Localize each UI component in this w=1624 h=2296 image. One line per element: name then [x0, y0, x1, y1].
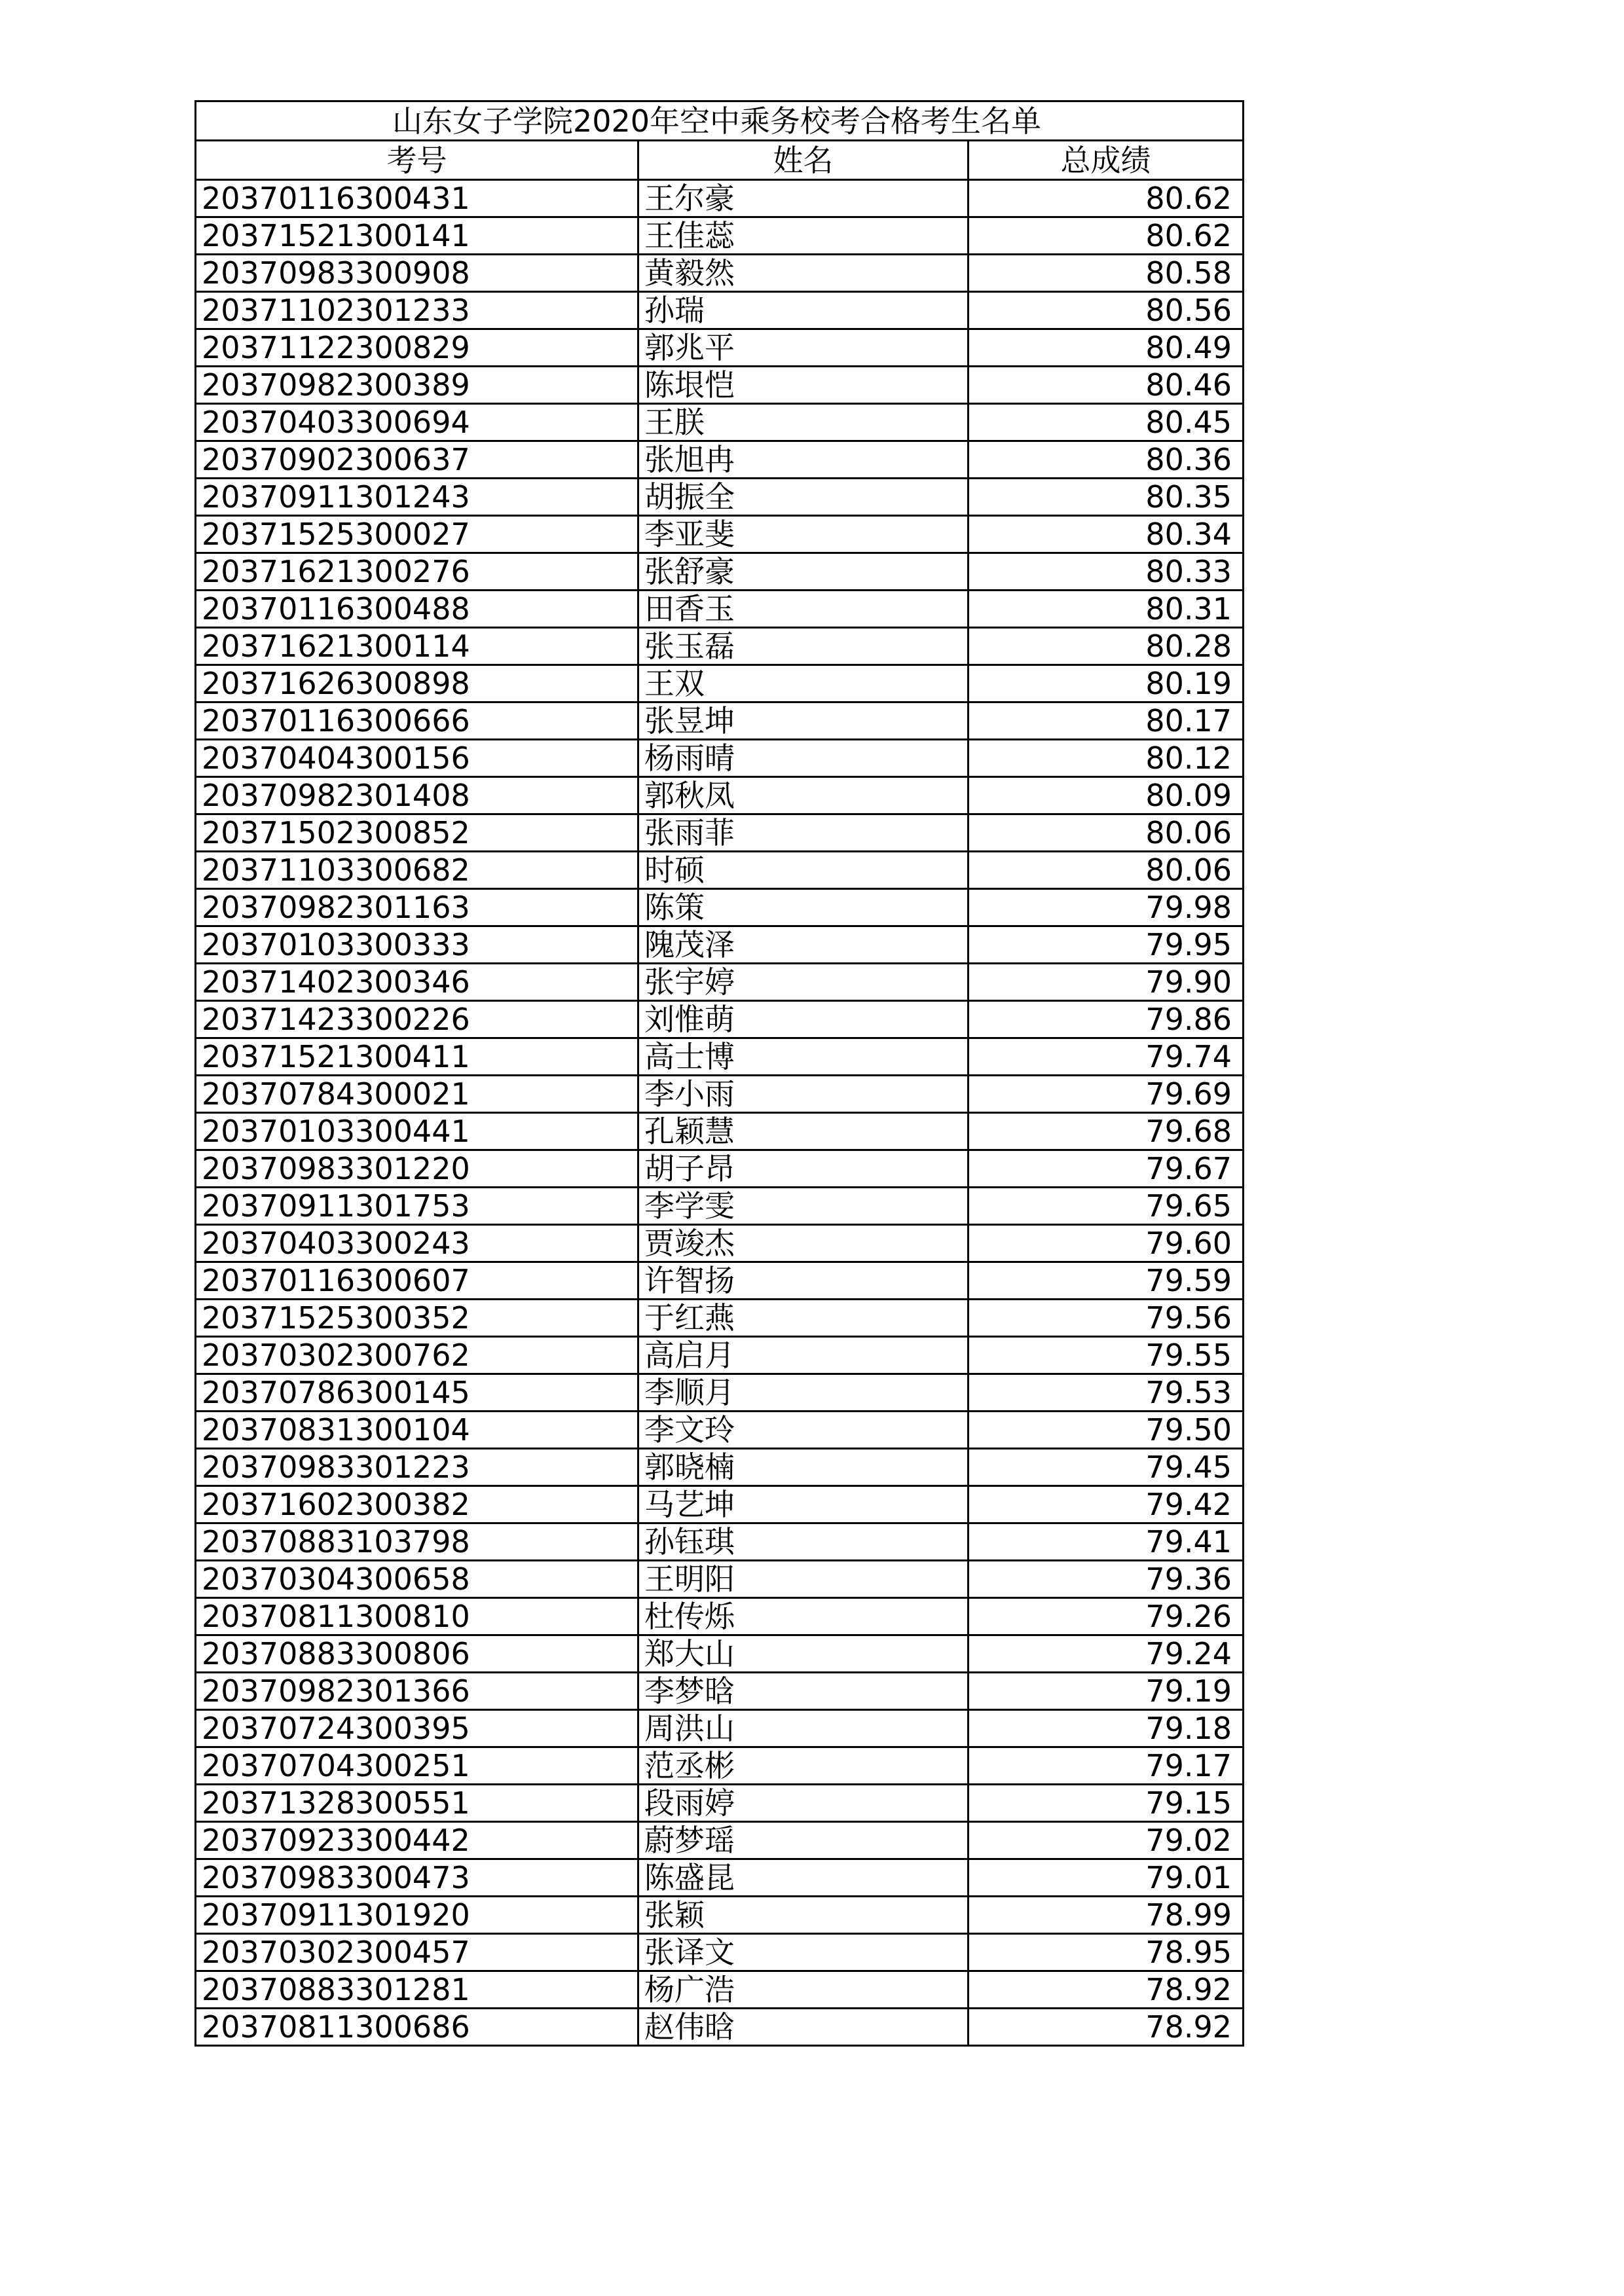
cell-score: 79.53: [969, 1374, 1244, 1412]
header-row: [196, 141, 1244, 180]
cell-exam-id: 20371103300682: [196, 852, 638, 889]
cell-name: 高士博: [638, 1038, 969, 1076]
cell-exam-id: 20370302300762: [196, 1337, 638, 1374]
cell-exam-id: 20370116300607: [196, 1262, 638, 1300]
cell-score: 79.60: [969, 1225, 1244, 1262]
cell-exam-id: 20370983300908: [196, 255, 638, 292]
cell-name: 杨雨晴: [638, 740, 969, 777]
table-row: [196, 329, 1244, 367]
cell-name: 田香玉: [638, 591, 969, 628]
cell-name: 陈垠恺: [638, 367, 969, 404]
cell-score: 80.36: [969, 441, 1244, 479]
cell-score: 80.19: [969, 665, 1244, 702]
cell-exam-id: 20370103300333: [196, 926, 638, 964]
table-row: [196, 1635, 1244, 1673]
cell-name: 张旭冉: [638, 441, 969, 479]
cell-name: 张宇婷: [638, 964, 969, 1001]
cell-score: 78.95: [969, 1934, 1244, 1971]
cell-name: 李亚斐: [638, 516, 969, 553]
cell-score: 79.15: [969, 1785, 1244, 1822]
cell-score: 79.68: [969, 1113, 1244, 1150]
cell-score: 79.95: [969, 926, 1244, 964]
cell-score: 79.56: [969, 1300, 1244, 1337]
candidate-list-table: [194, 100, 1244, 2047]
cell-score: 80.62: [969, 180, 1244, 217]
cell-name: 蔚梦瑶: [638, 1822, 969, 1859]
cell-score: 78.92: [969, 1971, 1244, 2009]
cell-exam-id: 20370116300488: [196, 591, 638, 628]
cell-name: 张雨菲: [638, 814, 969, 852]
cell-name: 黄毅然: [638, 255, 969, 292]
table-row: [196, 1038, 1244, 1076]
table-row: [196, 1822, 1244, 1859]
cell-name: 张舒豪: [638, 553, 969, 591]
table-row: [196, 591, 1244, 628]
cell-name: 赵伟晗: [638, 2009, 969, 2046]
cell-score: 80.34: [969, 516, 1244, 553]
cell-name: 王双: [638, 665, 969, 702]
cell-name: 刘惟萌: [638, 1001, 969, 1038]
cell-name: 王明阳: [638, 1561, 969, 1598]
cell-exam-id: 20371602300382: [196, 1486, 638, 1523]
table-row: [196, 1150, 1244, 1188]
cell-name: 孙钰琪: [638, 1523, 969, 1561]
cell-score: 79.26: [969, 1598, 1244, 1635]
cell-name: 李梦晗: [638, 1673, 969, 1710]
cell-score: 79.74: [969, 1038, 1244, 1076]
table-row: [196, 180, 1244, 217]
table-row: [196, 1897, 1244, 1934]
table-row: [196, 2009, 1244, 2046]
cell-exam-id: 20370304300658: [196, 1561, 638, 1598]
table-row: [196, 1673, 1244, 1710]
table-row: [196, 777, 1244, 814]
cell-name: 李顺月: [638, 1374, 969, 1412]
cell-score: 79.45: [969, 1449, 1244, 1486]
cell-exam-id: 20370403300694: [196, 404, 638, 441]
cell-exam-id: 20370784300021: [196, 1076, 638, 1113]
table-row: [196, 479, 1244, 516]
cell-score: 79.17: [969, 1747, 1244, 1785]
cell-exam-id: 20371621300114: [196, 628, 638, 665]
table-row: [196, 292, 1244, 329]
cell-name: 周洪山: [638, 1710, 969, 1747]
table-row: [196, 1785, 1244, 1822]
table-row: [196, 1449, 1244, 1486]
cell-exam-id: 20371626300898: [196, 665, 638, 702]
cell-score: 80.17: [969, 702, 1244, 740]
cell-exam-id: 20370302300457: [196, 1934, 638, 1971]
table-row: [196, 1001, 1244, 1038]
cell-exam-id: 20370786300145: [196, 1374, 638, 1412]
cell-exam-id: 20370883103798: [196, 1523, 638, 1561]
cell-name: 贾竣杰: [638, 1225, 969, 1262]
cell-name: 王佳蕊: [638, 217, 969, 255]
table-row: [196, 1523, 1244, 1561]
cell-score: 79.36: [969, 1561, 1244, 1598]
table-row: [196, 1337, 1244, 1374]
cell-exam-id: 20370982301408: [196, 777, 638, 814]
cell-name: 隗茂泽: [638, 926, 969, 964]
table-row: [196, 1188, 1244, 1225]
cell-exam-id: 20370883300806: [196, 1635, 638, 1673]
cell-score: 79.90: [969, 964, 1244, 1001]
cell-exam-id: 20371621300276: [196, 553, 638, 591]
cell-name: 杨广浩: [638, 1971, 969, 2009]
table-row: [196, 628, 1244, 665]
table-row: [196, 1859, 1244, 1897]
cell-score: 79.69: [969, 1076, 1244, 1113]
cell-score: 79.50: [969, 1412, 1244, 1449]
cell-name: 李文玲: [638, 1412, 969, 1449]
cell-name: 胡振全: [638, 479, 969, 516]
cell-score: 78.92: [969, 2009, 1244, 2046]
cell-name: 郭兆平: [638, 329, 969, 367]
cell-score: 79.01: [969, 1859, 1244, 1897]
cell-score: 79.59: [969, 1262, 1244, 1300]
cell-score: 80.06: [969, 852, 1244, 889]
cell-score: 80.49: [969, 329, 1244, 367]
cell-exam-id: 20370404300156: [196, 740, 638, 777]
cell-exam-id: 20371122300829: [196, 329, 638, 367]
table-row: [196, 255, 1244, 292]
cell-score: 80.28: [969, 628, 1244, 665]
cell-exam-id: 20370103300441: [196, 1113, 638, 1150]
cell-score: 79.41: [969, 1523, 1244, 1561]
cell-name: 王尔豪: [638, 180, 969, 217]
table-row: [196, 926, 1244, 964]
cell-score: 79.55: [969, 1337, 1244, 1374]
cell-exam-id: 20370831300104: [196, 1412, 638, 1449]
cell-score: 80.06: [969, 814, 1244, 852]
cell-name: 郑大山: [638, 1635, 969, 1673]
cell-name: 王朕: [638, 404, 969, 441]
table-row: [196, 889, 1244, 926]
table-row: [196, 702, 1244, 740]
cell-exam-id: 20371402300346: [196, 964, 638, 1001]
cell-exam-id: 20370883301281: [196, 1971, 638, 2009]
cell-exam-id: 20370982300389: [196, 367, 638, 404]
cell-score: 80.09: [969, 777, 1244, 814]
cell-name: 杜传烁: [638, 1598, 969, 1635]
table-row: [196, 441, 1244, 479]
cell-name: 张玉磊: [638, 628, 969, 665]
table-row: [196, 1934, 1244, 1971]
table-row: [196, 1598, 1244, 1635]
table-row: [196, 1374, 1244, 1412]
cell-exam-id: 20370982301163: [196, 889, 638, 926]
cell-exam-id: 20370704300251: [196, 1747, 638, 1785]
cell-exam-id: 20370923300442: [196, 1822, 638, 1859]
cell-name: 于红燕: [638, 1300, 969, 1337]
cell-name: 郭秋凤: [638, 777, 969, 814]
table-row: [196, 1747, 1244, 1785]
cell-exam-id: 20370116300666: [196, 702, 638, 740]
cell-score: 79.18: [969, 1710, 1244, 1747]
table-row: [196, 964, 1244, 1001]
cell-exam-id: 20370403300243: [196, 1225, 638, 1262]
table-row: [196, 814, 1244, 852]
cell-exam-id: 20370982301366: [196, 1673, 638, 1710]
cell-name: 李学雯: [638, 1188, 969, 1225]
cell-name: 孔颖慧: [638, 1113, 969, 1150]
cell-exam-id: 20371102301233: [196, 292, 638, 329]
cell-name: 孙瑞: [638, 292, 969, 329]
column-header-name: 姓名: [638, 141, 969, 180]
cell-exam-id: 20370116300431: [196, 180, 638, 217]
table-row: [196, 1225, 1244, 1262]
cell-name: 郭晓楠: [638, 1449, 969, 1486]
table-row: [196, 367, 1244, 404]
table-row: [196, 553, 1244, 591]
cell-name: 时硕: [638, 852, 969, 889]
cell-exam-id: 20371521300411: [196, 1038, 638, 1076]
cell-name: 张昱坤: [638, 702, 969, 740]
cell-name: 段雨婷: [638, 1785, 969, 1822]
cell-score: 80.33: [969, 553, 1244, 591]
cell-score: 79.02: [969, 1822, 1244, 1859]
cell-score: 80.12: [969, 740, 1244, 777]
cell-exam-id: 20371423300226: [196, 1001, 638, 1038]
cell-name: 陈策: [638, 889, 969, 926]
table-row: [196, 1971, 1244, 2009]
cell-name: 李小雨: [638, 1076, 969, 1113]
cell-score: 80.35: [969, 479, 1244, 516]
cell-score: 79.98: [969, 889, 1244, 926]
cell-score: 80.31: [969, 591, 1244, 628]
cell-exam-id: 20370983301220: [196, 1150, 638, 1188]
table-row: [196, 404, 1244, 441]
cell-name: 马艺坤: [638, 1486, 969, 1523]
table-row: [196, 1113, 1244, 1150]
cell-name: 张译文: [638, 1934, 969, 1971]
table-row: [196, 665, 1244, 702]
cell-exam-id: 20371521300141: [196, 217, 638, 255]
table-row: [196, 1076, 1244, 1113]
cell-exam-id: 20370983301223: [196, 1449, 638, 1486]
table-row: [196, 852, 1244, 889]
cell-exam-id: 20371328300551: [196, 1785, 638, 1822]
cell-exam-id: 20370911301243: [196, 479, 638, 516]
table-row: [196, 516, 1244, 553]
cell-score: 78.99: [969, 1897, 1244, 1934]
cell-score: 79.86: [969, 1001, 1244, 1038]
cell-exam-id: 20371502300852: [196, 814, 638, 852]
cell-exam-id: 20371525300027: [196, 516, 638, 553]
cell-name: 范丞彬: [638, 1747, 969, 1785]
cell-exam-id: 20370902300637: [196, 441, 638, 479]
cell-score: 79.19: [969, 1673, 1244, 1710]
table-row: [196, 1300, 1244, 1337]
cell-score: 79.24: [969, 1635, 1244, 1673]
cell-exam-id: 20370811300810: [196, 1598, 638, 1635]
table-row: [196, 1486, 1244, 1523]
cell-exam-id: 20371525300352: [196, 1300, 638, 1337]
table-row: [196, 1561, 1244, 1598]
cell-score: 80.56: [969, 292, 1244, 329]
cell-exam-id: 20370811300686: [196, 2009, 638, 2046]
cell-exam-id: 20370911301753: [196, 1188, 638, 1225]
table-row: [196, 740, 1244, 777]
table-row: [196, 1412, 1244, 1449]
page-title: 山东女子学院2020年空中乘务校考合格考生名单: [196, 101, 1244, 141]
cell-exam-id: 20370911301920: [196, 1897, 638, 1934]
table-body: [196, 101, 1244, 2046]
title-row: [196, 101, 1244, 141]
cell-name: 张颖: [638, 1897, 969, 1934]
table-row: [196, 1262, 1244, 1300]
cell-name: 陈盛昆: [638, 1859, 969, 1897]
cell-name: 胡子昂: [638, 1150, 969, 1188]
cell-score: 80.62: [969, 217, 1244, 255]
column-header-exam-id: 考号: [196, 141, 638, 180]
column-header-score: 总成绩: [969, 141, 1244, 180]
cell-score: 79.67: [969, 1150, 1244, 1188]
cell-score: 80.45: [969, 404, 1244, 441]
table-row: [196, 1710, 1244, 1747]
cell-score: 80.46: [969, 367, 1244, 404]
cell-name: 高启月: [638, 1337, 969, 1374]
cell-score: 80.58: [969, 255, 1244, 292]
cell-score: 79.65: [969, 1188, 1244, 1225]
cell-name: 许智扬: [638, 1262, 969, 1300]
table-row: [196, 217, 1244, 255]
cell-exam-id: 20370724300395: [196, 1710, 638, 1747]
cell-score: 79.42: [969, 1486, 1244, 1523]
cell-exam-id: 20370983300473: [196, 1859, 638, 1897]
